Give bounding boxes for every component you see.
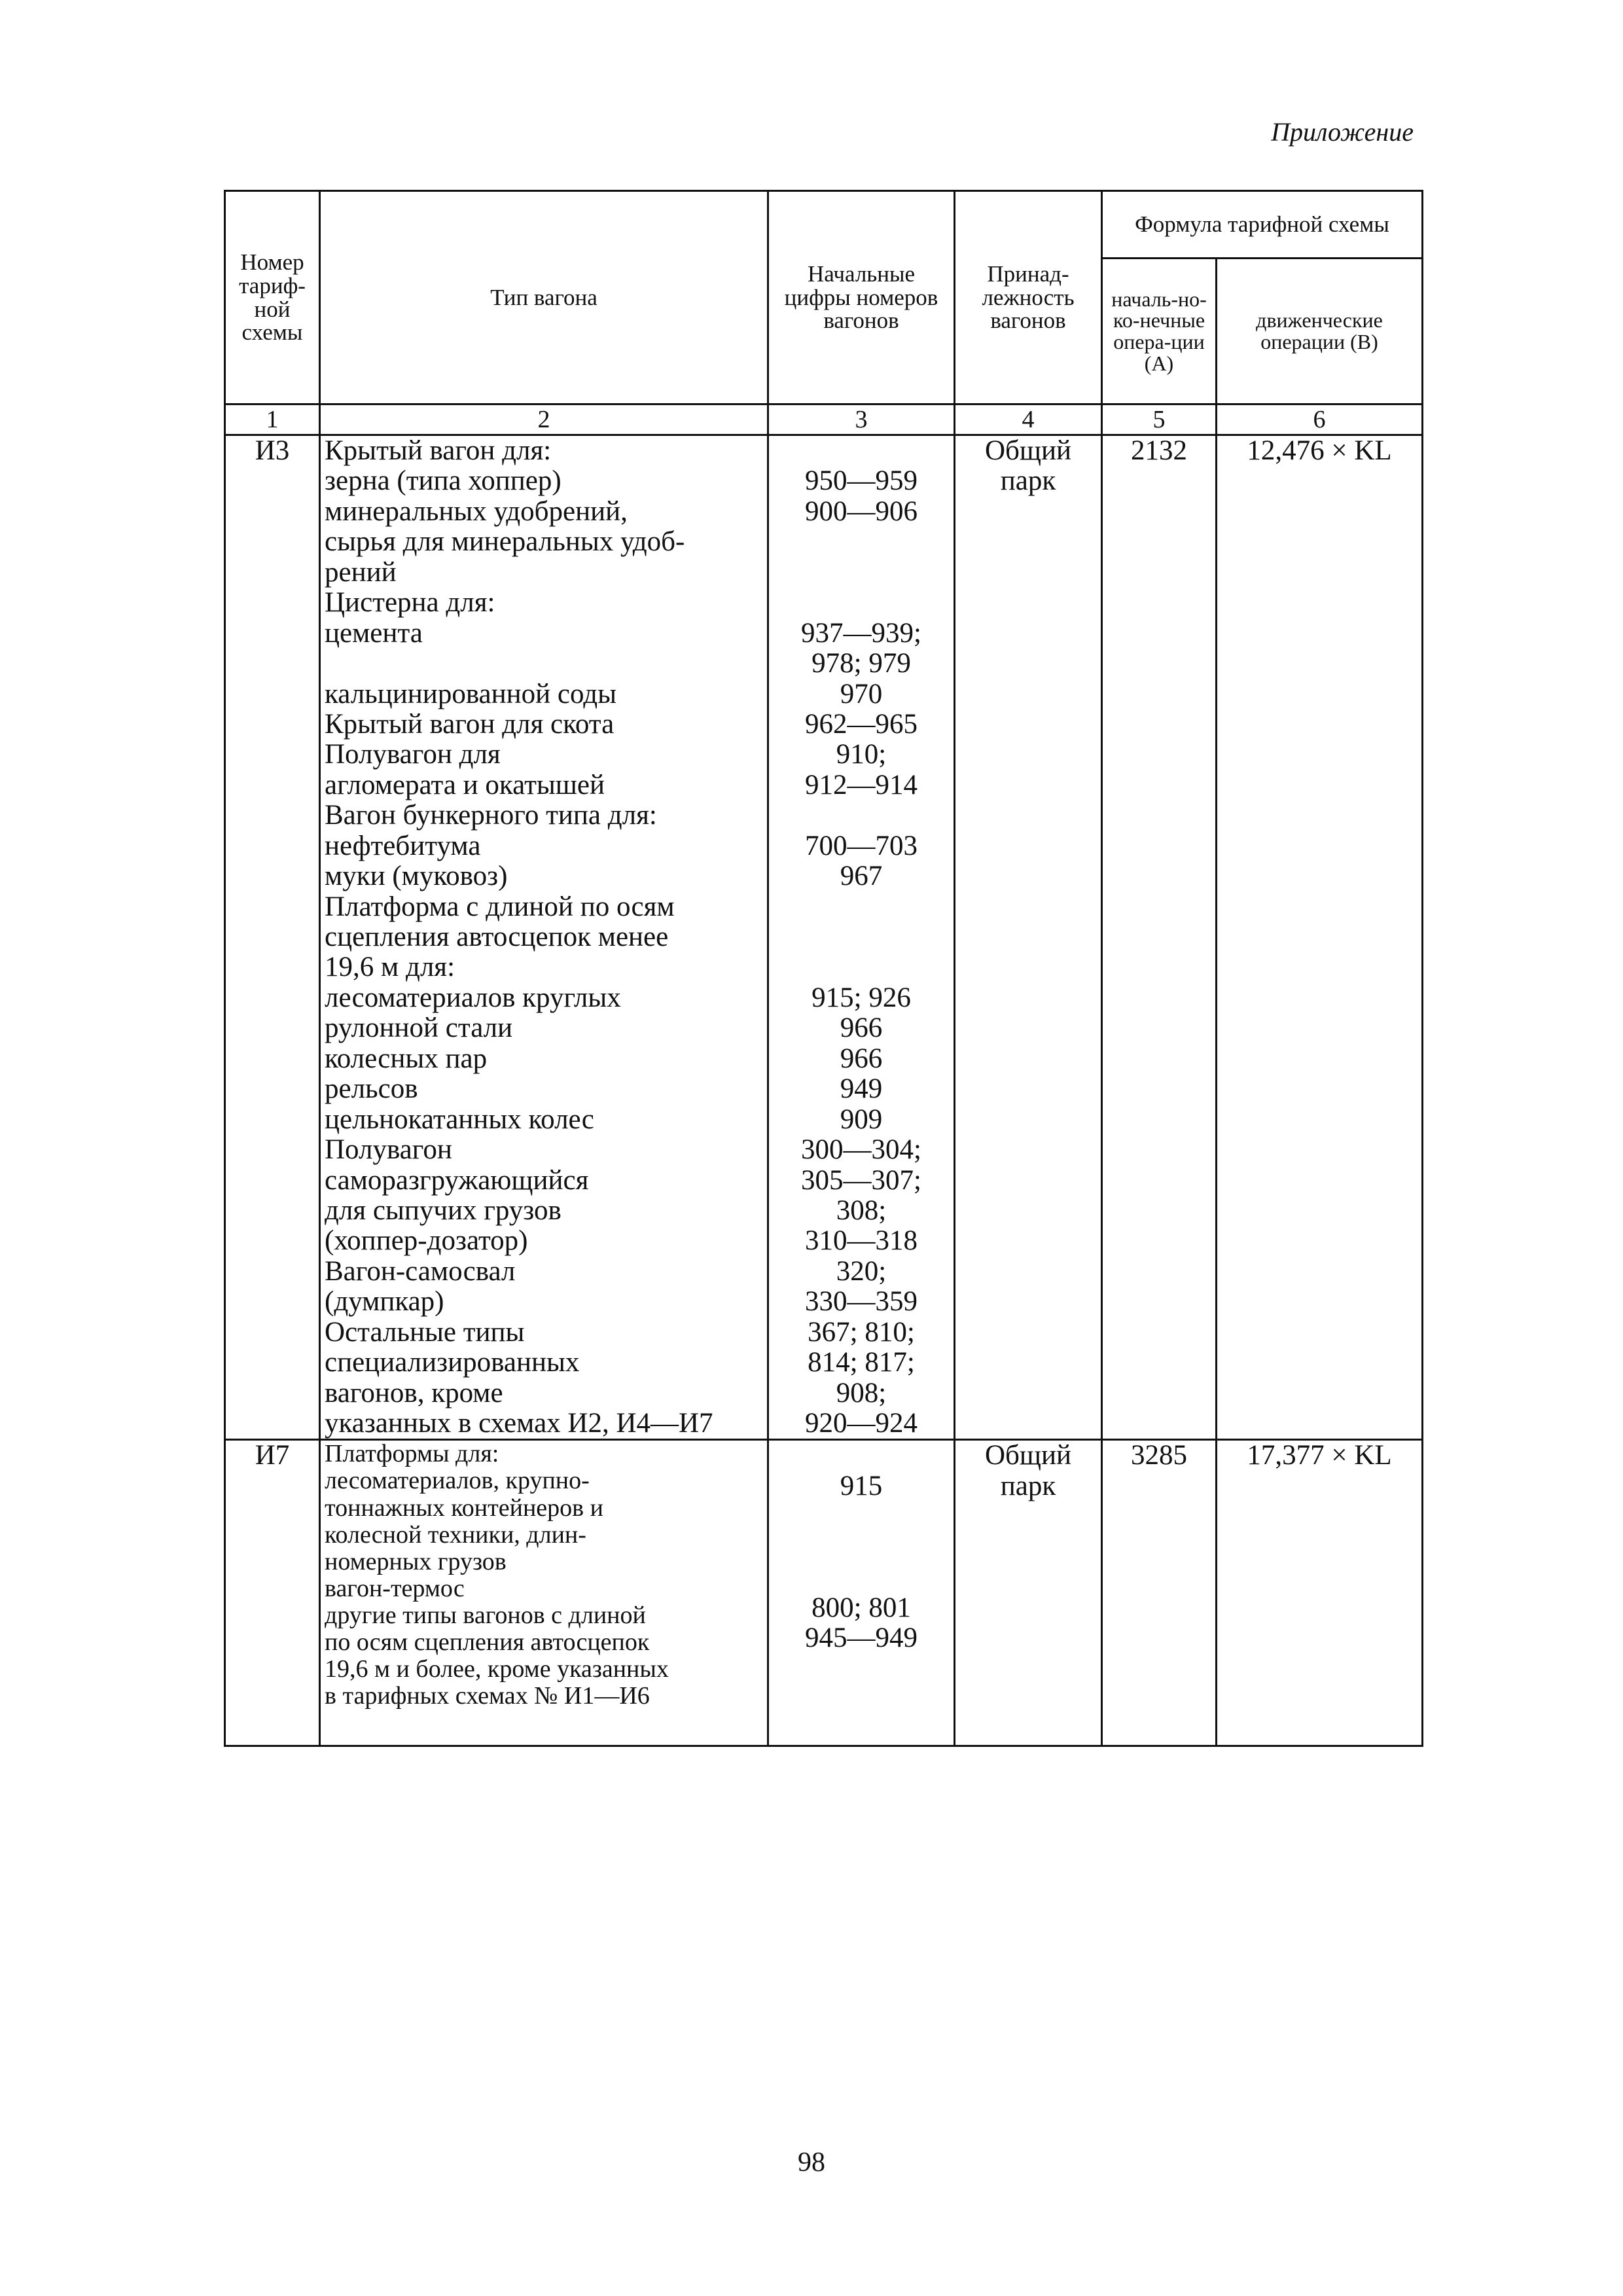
ownership-text: Общий xyxy=(984,435,1072,466)
header-formula-a: началь-но-ко-нечные опера-ции (А) xyxy=(1102,259,1217,404)
initial-digits-text: 700—703 xyxy=(805,830,918,861)
initial-digits-text: 920—924 xyxy=(805,1408,918,1439)
initial-digits-text: 910; xyxy=(836,739,887,770)
header-ownership: Принад-лежность вагонов xyxy=(955,191,1102,404)
wagon-type-text: лесоматериалов круглых xyxy=(325,982,621,1013)
initial-digits-text: 908; xyxy=(836,1377,887,1408)
wagon-type-text xyxy=(325,649,763,679)
initial-digits-text: 320; xyxy=(836,1255,887,1287)
wagon-type-text: Вагон бункерного типа для: xyxy=(325,800,657,831)
initial-digits-text: 308; xyxy=(836,1194,887,1226)
wagon-type-text: агломерата и окатышей xyxy=(325,769,605,800)
ownership-cell xyxy=(955,1440,1102,1746)
wagon-type-text: для сыпучих грузов xyxy=(325,1194,562,1226)
initial-digits-text: 915 xyxy=(840,1470,883,1501)
column-number: 1 xyxy=(225,404,320,435)
initial-digits-text: 962—965 xyxy=(805,708,918,740)
initial-digits-text: 305—307; xyxy=(801,1164,921,1196)
initial-digits-text: 367; 810; xyxy=(808,1316,915,1348)
ownership-cell xyxy=(955,435,1102,1440)
initial-digits-text: 966 xyxy=(840,1043,883,1074)
initial-digits-text: 912—914 xyxy=(805,769,918,800)
initial-digits-text xyxy=(773,436,950,466)
initial-digits-text: 814; 817; xyxy=(808,1347,915,1378)
table-body xyxy=(225,435,1423,1746)
wagon-type-text: Платформа с длиной по осям сцепления автосцепок менее 19,6 м для: xyxy=(325,891,675,983)
wagon-type-text: саморазгружающийся xyxy=(325,1164,589,1196)
ownership-text: парк xyxy=(1000,465,1056,497)
wagon-type-text: вагонов, кроме xyxy=(325,1377,503,1408)
wagon-type-text: Полувагон для xyxy=(325,739,501,770)
initial-digits-text xyxy=(773,892,950,983)
initial-digits-text xyxy=(773,527,950,588)
wagon-type-text: сырья для минеральных удоб- рений xyxy=(325,526,685,588)
wagon-type-text: рельсов xyxy=(325,1073,418,1105)
initial-digits-text: 300—304; xyxy=(801,1134,921,1166)
wagon-type-text: цельнокатанных колес xyxy=(325,1103,594,1135)
initial-digits-text: 937—939; xyxy=(801,617,921,649)
wagon-type-text: Остальные типы xyxy=(325,1316,525,1348)
initial-digits-text: 967 xyxy=(840,861,883,892)
wagon-type-text: вагон-термос другие типы вагонов с длиной по осям сцепления автосцепок 19,6 м и более, кроме указанных в тарифных схемах № И1—И6 xyxy=(325,1574,669,1710)
initial-digits-text xyxy=(773,800,950,831)
wagon-type-text: Крытый вагон для скота xyxy=(325,708,615,740)
wagon-type-text: указанных в схемах И2, И4—И7 xyxy=(325,1408,713,1439)
column-number: 3 xyxy=(768,404,955,435)
wagon-type-text: муки (муковоз) xyxy=(325,861,508,892)
header-formula-b: движенческие операции (В) xyxy=(1217,259,1423,404)
initial-digits-cell xyxy=(768,435,955,1440)
wagon-type-text: Крытый вагон для: xyxy=(325,435,552,466)
column-number: 2 xyxy=(320,404,768,435)
column-number: 4 xyxy=(955,404,1102,435)
wagon-type-text: Вагон-самосвал xyxy=(325,1255,516,1287)
header-formula: Формула тарифной схемы xyxy=(1102,191,1423,259)
initial-digits-text: 915; 926 xyxy=(812,982,911,1013)
initial-digits-cell xyxy=(768,1440,955,1746)
wagon-type-text: (хоппер-дозатор) xyxy=(325,1225,528,1257)
page-number: 98 xyxy=(798,2147,825,2178)
formula-b-value: 17,377 × KL xyxy=(1217,1440,1423,1746)
initial-digits-text: 909 xyxy=(840,1103,883,1135)
header-scheme-no: Номер тариф-ной схемы xyxy=(225,191,320,404)
wagon-type-text: рулонной стали xyxy=(325,1013,513,1044)
formula-a-value: 2132 xyxy=(1102,435,1217,1440)
header-wagon-type: Тип вагона xyxy=(320,191,768,404)
wagon-type-text: минеральных удобрений, xyxy=(325,495,628,527)
page-header: Приложение xyxy=(1271,117,1414,147)
ownership-text: парк xyxy=(1000,1470,1056,1501)
table-row xyxy=(225,435,1423,1440)
formula-b-value: 12,476 × KL xyxy=(1217,435,1423,1440)
formula-a-value: 3285 xyxy=(1102,1440,1217,1746)
wagon-type-text: колесных пар xyxy=(325,1043,488,1074)
initial-digits-text: 900—906 xyxy=(805,495,918,527)
scheme-number: И3 xyxy=(225,435,320,1440)
wagon-type-text: Платформы для: лесоматериалов, крупно- тоннажных контейнеров и колесной техники, длин- номерных грузов xyxy=(325,1440,603,1575)
wagon-type-cell xyxy=(320,1440,768,1746)
initial-digits-text: 949 xyxy=(840,1073,883,1105)
initial-digits-text: 978; 979 xyxy=(812,648,911,679)
wagon-type-text: специализированных xyxy=(325,1347,580,1378)
initial-digits-text: 970 xyxy=(840,678,883,709)
wagon-type-text: (думпкар) xyxy=(325,1286,444,1318)
column-number-row xyxy=(225,404,1423,435)
initial-digits-text: 800; 801 945—949 xyxy=(805,1592,918,1654)
ownership-text: Общий xyxy=(984,1440,1072,1471)
wagon-type-text: нефтебитума xyxy=(325,830,481,861)
initial-digits-text: 310—318 xyxy=(805,1225,918,1257)
initial-digits-text: 950—959 xyxy=(805,465,918,497)
wagon-type-text: Полувагон xyxy=(325,1134,452,1166)
table-row xyxy=(225,1440,1423,1746)
wagon-type-text: кальцинированной соды xyxy=(325,678,617,709)
wagon-type-text: Цистерна для: цемента xyxy=(325,587,495,649)
tariff-table xyxy=(224,190,1423,1747)
column-number: 5 xyxy=(1102,404,1217,435)
wagon-type-text: зерна (типа хоппер) xyxy=(325,465,562,497)
column-number: 6 xyxy=(1217,404,1423,435)
scheme-number: И7 xyxy=(225,1440,320,1746)
initial-digits-text: 330—359 xyxy=(805,1286,918,1318)
header-initial-digits: Начальные цифры номеров вагонов xyxy=(768,191,955,404)
wagon-type-cell xyxy=(320,435,768,1440)
initial-digits-text: 966 xyxy=(840,1013,883,1044)
